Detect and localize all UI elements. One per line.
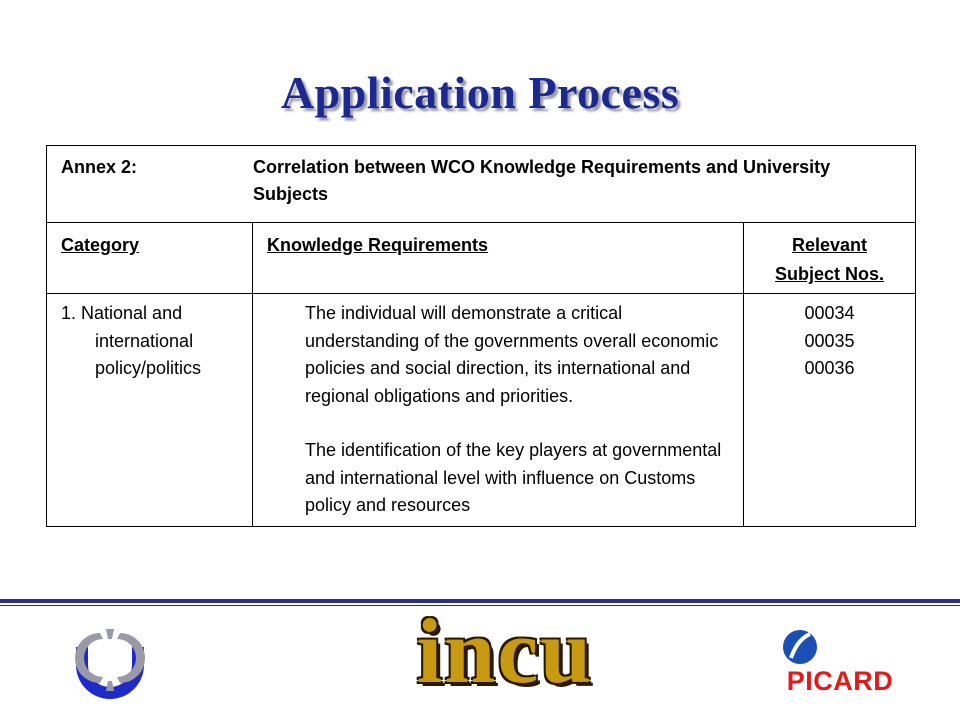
header-relevant-line2: Subject Nos.: [774, 264, 885, 284]
column-header-row: [47, 223, 916, 294]
annex-label: Annex 2:: [61, 157, 138, 177]
table-row: [47, 294, 916, 527]
incu-logo: [390, 600, 620, 716]
category-cell: [47, 294, 253, 527]
annex-header-row: [47, 146, 916, 223]
header-category: Category: [47, 223, 253, 294]
header-relevant-line1: Relevant: [791, 235, 868, 255]
slide-title: Application Process: [280, 67, 680, 118]
annex-cell: [47, 146, 916, 223]
requirement-paragraph: The identification of the key players at governmental and international level with influence on Customs policy and resources: [305, 440, 722, 515]
subject-number: 00036: [804, 358, 855, 378]
annex-title: Correlation between WCO Knowledge Requirements and University Subjects: [253, 157, 831, 204]
requirements-cell: [253, 294, 744, 527]
subjects-cell: [744, 294, 916, 527]
subject-number: 00034: [804, 303, 855, 323]
header-knowledge-requirements: Knowledge Requirements: [253, 223, 744, 294]
header-relevant-subjects: [744, 223, 916, 294]
picard-logo-text: PICARD: [786, 666, 894, 696]
correlation-table: [46, 145, 916, 527]
incu-logo-text: incu: [416, 600, 594, 702]
picard-logo: [765, 628, 915, 703]
wco-logo: [70, 625, 150, 705]
wco-logo-icon: [70, 625, 150, 705]
subject-number: 00035: [804, 330, 855, 351]
picard-globe-icon: [765, 628, 915, 668]
category-text: 1. National and international policy/politics: [61, 303, 202, 378]
requirement-paragraph: The individual will demonstrate a critical understanding of the governments overall economic policies and social direction, its international and regional obligations and priorities.: [305, 303, 719, 406]
